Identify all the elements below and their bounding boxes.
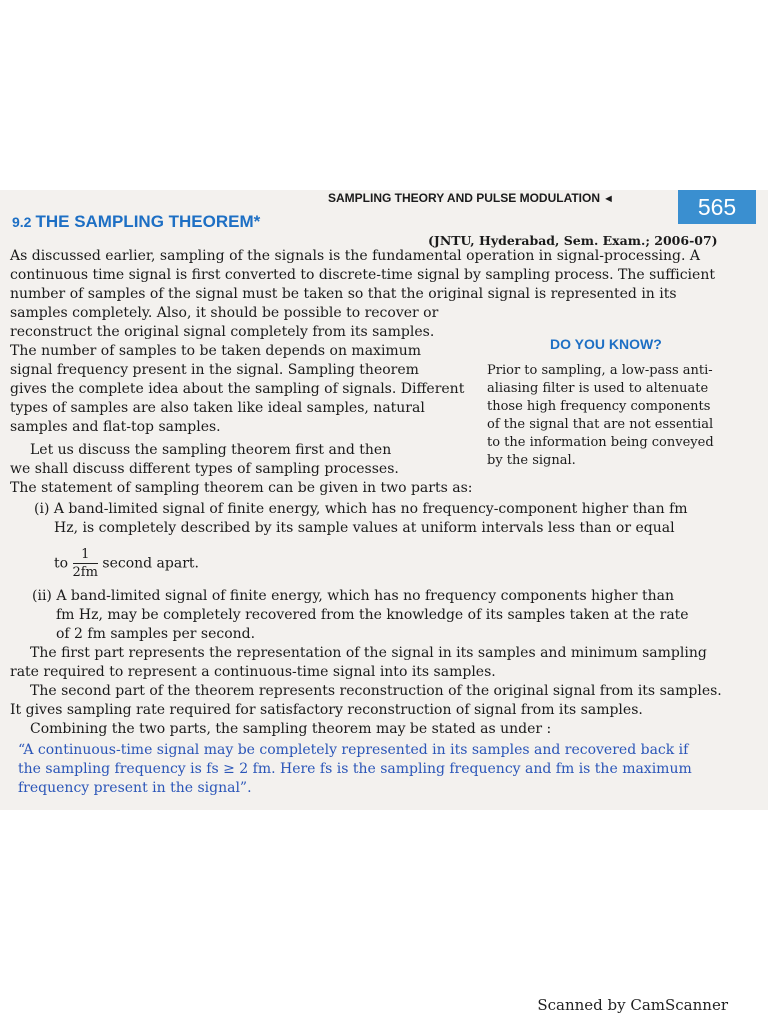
did-you-know-line: of the signal that are not essential <box>487 417 714 432</box>
body-line: number of samples of the signal must be taken so that the original signal is represented in its <box>10 286 677 302</box>
body-line: The second part of the theorem represents reconstruction of the original signal from its samples. <box>30 683 722 699</box>
statement-part-i-fraction-line <box>54 546 199 581</box>
theorem-quote-line: the sampling frequency is fs ≥ 2 fm. Here fs is the sampling frequency and fm is the maximum <box>18 761 692 777</box>
body-line: It gives sampling rate required for satisfactory reconstruction of signal from its samples. <box>10 702 643 718</box>
theorem-quote-line: frequency present in the signal”. <box>18 780 252 796</box>
fraction-denominator: 2fm <box>72 565 98 580</box>
body-line: rate required to represent a continuous-time signal into its samples. <box>10 664 496 680</box>
body-line: signal frequency present in the signal. Sampling theorem <box>10 362 419 378</box>
statement-part-ii-line: fm Hz, may be completely recovered from the knowledge of its samples taken at the rate <box>56 607 689 623</box>
page-number: 565 <box>678 190 756 224</box>
running-title-text: SAMPLING THEORY AND PULSE MODULATION <box>328 191 601 205</box>
did-you-know-line: aliasing filter is used to altenuate <box>487 381 709 396</box>
section-heading <box>12 212 260 232</box>
body-line: gives the complete idea about the sampling of signals. Different <box>10 381 465 397</box>
body-line: Let us discuss the sampling theorem first and then <box>30 442 392 458</box>
did-you-know-line: those high frequency components <box>487 399 711 414</box>
body-line: we shall discuss different types of sampling processes. <box>10 461 399 477</box>
did-you-know-line: to the information being conveyed <box>487 435 714 450</box>
fraction-numerator: 1 <box>73 546 98 564</box>
statement-part-i-line: (i) A band-limited signal of finite energy, which has no frequency-component higher than fm <box>34 501 688 517</box>
statement-part-i-line: Hz, is completely described by its sample values at uniform intervals less than or equal <box>54 520 675 536</box>
body-line: Combining the two parts, the sampling theorem may be stated as under : <box>30 721 552 737</box>
body-line: The first part represents the representation of the signal in its samples and minimum sampling <box>30 645 707 661</box>
section-title: THE SAMPLING THEOREM* <box>35 212 261 231</box>
statement-part-ii-line: of 2 fm samples per second. <box>56 626 256 642</box>
theorem-quote-line: “A continuous-time signal may be completely represented in its samples and recovered back if <box>18 742 689 758</box>
running-title <box>328 191 614 205</box>
section-number: 9.2 <box>12 214 32 230</box>
body-line: reconstruct the original signal completely from its samples. <box>10 324 435 340</box>
body-line: samples completely. Also, it should be possible to recover or <box>10 305 439 321</box>
body-line: The statement of sampling theorem can be given in two parts as: <box>10 480 473 496</box>
exam-reference: (JNTU, Hyderabad, Sem. Exam.; 2006-07) <box>428 233 718 248</box>
did-you-know-title: DO YOU KNOW? <box>550 336 662 352</box>
body-line: The number of samples to be taken depends on maximum <box>10 343 421 359</box>
body-line: continuous time signal is first converted to discrete-time signal by sampling process. The sufficient <box>10 267 715 283</box>
did-you-know-line: by the signal. <box>487 453 576 468</box>
body-line: types of samples are also taken like ideal samples, natural <box>10 400 425 416</box>
arrow-left-icon: ◄ <box>603 193 614 205</box>
textbook-page <box>0 190 768 810</box>
statement-part-i-line: second apart. <box>102 555 199 572</box>
statement-part-ii-line: (ii) A band-limited signal of finite energy, which has no frequency components higher than <box>32 588 675 604</box>
scan-credit: Scanned by CamScanner <box>537 996 728 1014</box>
body-line: samples and flat-top samples. <box>10 419 221 435</box>
did-you-know-line: Prior to sampling, a low-pass anti- <box>487 363 713 378</box>
fraction <box>73 546 98 581</box>
body-line: As discussed earlier, sampling of the signals is the fundamental operation in signal-processing. A <box>10 248 700 264</box>
fraction-prefix: to <box>54 555 69 572</box>
